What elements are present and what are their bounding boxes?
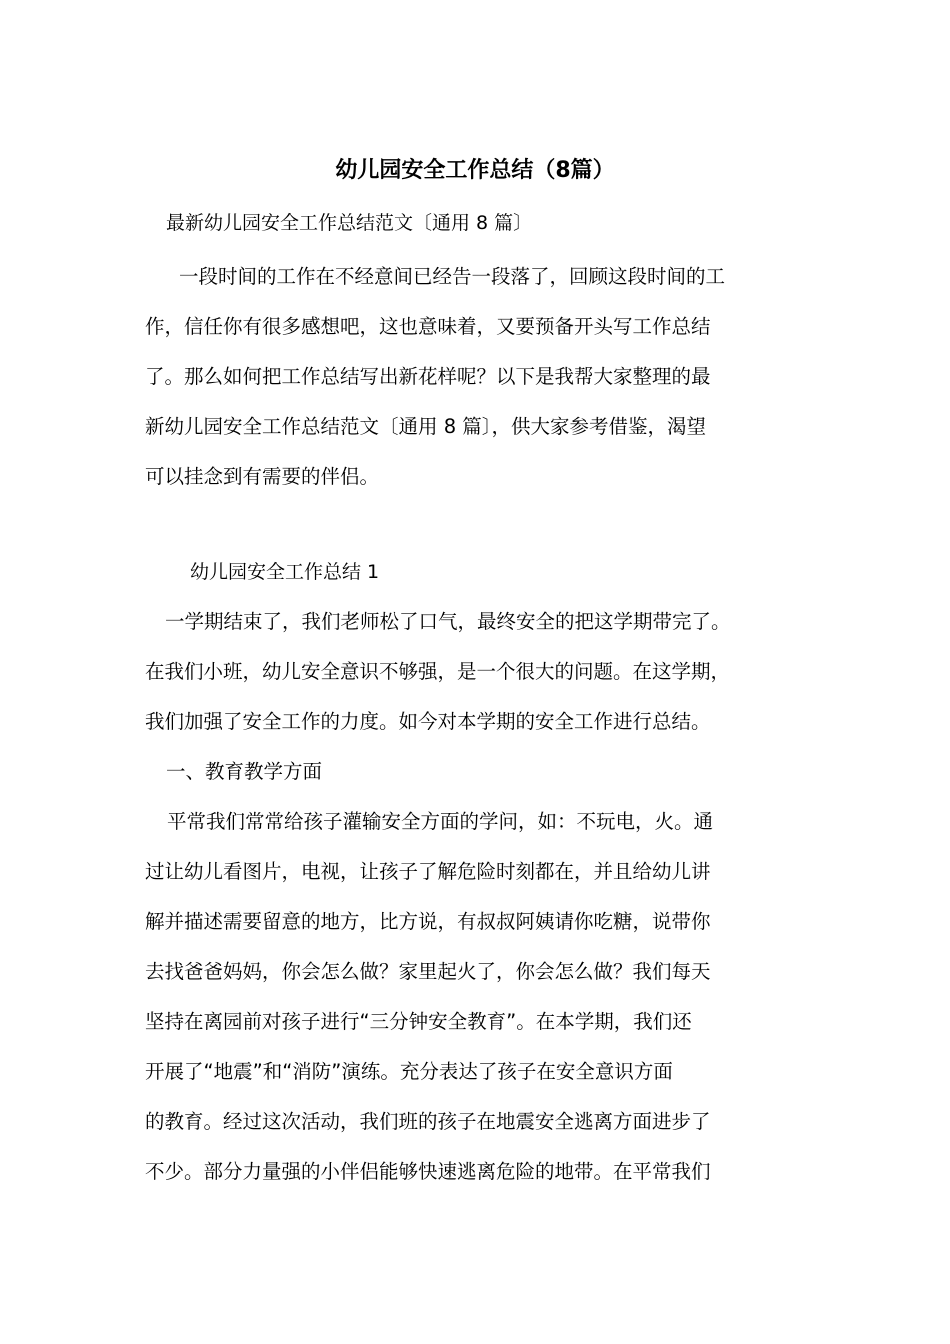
intro-paragraph	[145, 252, 825, 502]
document-subtitle: 最新幼儿园安全工作总结范文〔通用 8 篇〕	[166, 212, 533, 234]
intro-line: 作，信任你有很多感想吧，这也意味着，又要预备开头写工作总结	[145, 315, 711, 338]
education-line: 去找爸爸妈妈，你会怎么做？家里起火了，你会怎么做？我们每天	[145, 960, 711, 983]
section-title: 幼儿园安全工作总结 1	[190, 561, 380, 583]
education-paragraph	[145, 797, 825, 1197]
education-line: 解并描述需要留意的地方，比方说，有叔叔阿姨请你吃糖，说带你	[145, 910, 711, 933]
section-line: 一学期结束了，我们老师松了口气，最终安全的把这学期带完了。	[165, 610, 731, 633]
intro-line: 了。那么如何把工作总结写出新花样呢？以下是我帮大家整理的最	[145, 365, 711, 388]
subsection-heading: 一、教育教学方面	[166, 760, 323, 783]
education-line: 坚持在离园前对孩子进行“三分钟安全教育”。在本学期，我们还	[145, 1010, 692, 1033]
education-line: 不少。部分力量强的小伴侣能够快速逃离危险的地带。在平常我们	[145, 1160, 711, 1183]
document-title: 幼儿园安全工作总结（8篇）	[335, 158, 615, 183]
section-paragraph	[145, 597, 825, 747]
section-line: 我们加强了安全工作的力度。如今对本学期的安全工作进行总结。	[145, 710, 711, 733]
intro-line: 一段时间的工作在不经意间已经告一段落了，回顾这段时间的工	[179, 265, 726, 288]
section-line: 在我们小班，幼儿安全意识不够强，是一个很大的问题。在这学期，	[145, 660, 731, 683]
intro-line: 可以挂念到有需要的伴侣。	[145, 465, 380, 488]
education-line: 过让幼儿看图片，电视，让孩子了解危险时刻都在，并且给幼儿讲	[145, 860, 711, 883]
education-line: 平常我们常常给孩子灌输安全方面的学问，如：不玩电，火。通	[167, 810, 714, 833]
education-line: 的教育。经过这次活动，我们班的孩子在地震安全逃离方面进步了	[145, 1110, 711, 1133]
intro-line: 新幼儿园安全工作总结范文〔通用 8 篇〕，供大家参考借鉴，渴望	[145, 415, 707, 438]
education-line: 开展了“地震”和“消防”演练。充分表达了孩子在安全意识方面	[145, 1060, 673, 1083]
